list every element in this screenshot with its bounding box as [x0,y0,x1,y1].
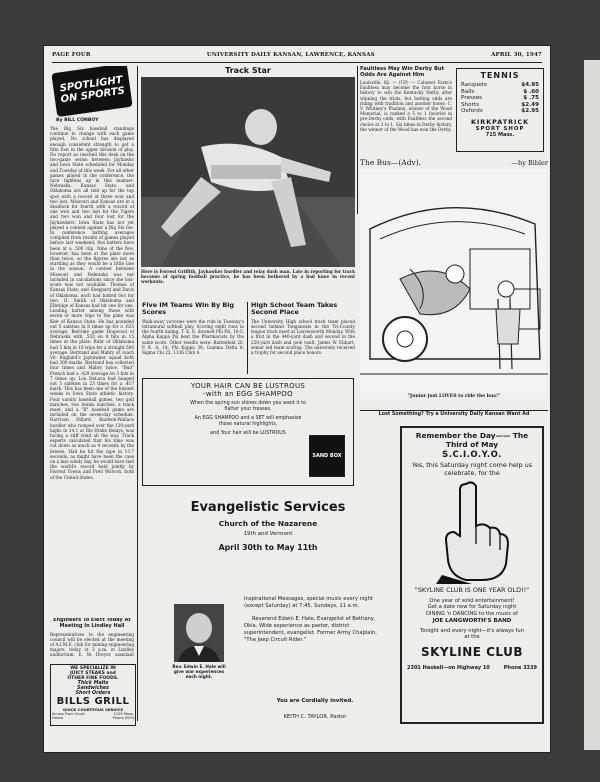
skyline-address: 2301 Haskell—on Highway 10 [407,664,490,671]
tennis-store-address: 715 Mass. [485,131,515,138]
bills-grill-name: BILLS GRILL [56,696,130,707]
track-star-photo [141,77,355,267]
engineers-body: Representatives to the engineering council will be elected at the meeting of A.I.M.E. club for mining engineering majors, today at 3 p.m. in Lindley auditorium. E. M. Dreyer, assistant [50,631,134,658]
item-name: Balls [461,88,475,95]
price-row [461,108,539,115]
bus-cartoon-drawing [360,169,548,393]
im-teams-story [142,302,244,374]
skyline-headline: Remember the Day—— The Third of May [415,431,529,449]
track-star-title: Track Star [225,66,271,75]
shampoo-headline-2: -with an EGG SHAMPOO [203,390,293,398]
shampoo-body-2: An EGG SHAMPOO and a SET will emphasize those natural highlights, [194,416,302,427]
price-row [461,89,539,96]
faultless-body: Louisville, Ky. — (UP) — Calumet Farm's Faultless may become the first horse in history to win the Kentucky Derby after winning the trials, but betting odds are riding with tradition and another horse. C. V. Whitney's Phalanx, winner of the Wood Memorial, is ranked a 5 to 1 favorite in pre-Derby odds, with Faultless the second choice at 2 to 1. Six times in Derby history, the winner of the Wood has won the Derby. [360,80,452,132]
skyline-line-2: Get a date now for Saturday night [427,604,517,611]
skyline-sub: S.C.I.O.Y.O. [442,450,502,461]
issue-date: APRIL 30, 1947 [491,52,542,58]
skyline-phone: Phone 3339 [503,664,537,671]
item-price: $2.49 [521,101,539,108]
column-rule [137,66,138,721]
engineers-headline: Engineers To Elect Today At Meeting In Lindley Hall [53,618,131,629]
item-price: $2.95 [521,108,539,115]
portrait-illustration [174,604,224,662]
spotlight-logo: SPOTLIGHT ON SPORTS [51,66,132,117]
evangelistic-location: 19th and Vermont [243,531,293,537]
evangelistic-dates: April 30th to May 11th [218,543,318,552]
bills-grill-line-4: Thick Malts [77,681,109,686]
skyline-line-3: DINING 'n DANCING to the music of [426,610,518,617]
bills-grill-address [52,712,134,720]
evangelistic-services-ad [142,492,394,726]
bus-illustration [360,169,548,393]
bus-cartoon [360,158,548,408]
egg-shampoo-ad [142,378,354,486]
evangelist-photo [174,604,224,662]
bus-cartoon-credit: —by Bibler [511,159,548,167]
shampoo-headline-1: YOUR HAIR CAN BE LUSTROUS [190,382,306,390]
bills-grill-line-2: JUICY STEAKS and [70,671,116,676]
item-price: $4.95 [521,82,539,88]
tennis-ad [456,68,544,152]
skyline-line-1: One year of solid entertainment! [429,597,515,604]
shampoo-body-3: and Your hair will be LUSTROUS [210,431,286,436]
tennis-title: TENNIS [480,71,520,80]
evangelistic-church: Church of the Nazarene [218,519,318,528]
skyline-body: Yes, this Saturday night come help us celebrate, for the [411,461,533,477]
spotlight-byline: By BILL CONBOY [56,118,99,123]
tennis-store-name: KIRKPATRICK [470,117,530,126]
item-price: $ .60 [523,88,539,95]
evangelistic-body-2: Reverend Edwin E. Hale, Evangelist of Bethany, Okla. Wide experience as pastor, district superintendent, evangelist. Former Army Chaplain, "The Jeep Circuit Rider." [244,616,377,643]
spotlight-column [50,66,134,614]
item-name: Racquets [461,82,487,88]
track-star-feature [141,66,355,298]
engineers-story [50,618,134,658]
column-rule [247,302,248,374]
item-price: $ .75 [523,95,539,102]
im-teams-headline: Five IM Teams Win By Big Scores [142,302,234,317]
im-teams-body: Walk-away victories were the rule in Tuesday's intramural softball play. Scoring eight runs in the fourth inning, T. K. E. downed Phi Psi, 18-5. Alpha Kappa Psi beat the Pharmacists by the same score. Other results were: Battenfeld 26, P. K. A. 14; Phi Kappa 36, Gamma Delta 8; Sigma Chi 22, 1136 Club 4. [142,318,244,356]
high-school-story [251,302,355,374]
evangelistic-body: Inspirational Messages, special music every night (except Saturday) at 7:45. Sundays, 11 a.m. [244,596,373,609]
skyline-tagline: "SKYLINE CLUB IS ONE YEAR OLD!!" [414,586,530,595]
shampoo-can-illustration [309,435,345,477]
bills-grill-line-1: WE SPECIALIZE IN [70,666,116,671]
section-rule [360,410,548,411]
skyline-band: JOE LANGWORTH'S BAND [432,617,512,624]
column-rule [357,66,358,214]
bills-grill-line-5: Sandwiches [77,686,109,691]
bills-grill-address-right: 1109 Mass. Phone 2054 [112,712,134,720]
item-name: Oxfords [461,108,483,115]
newspaper-page [44,46,550,752]
price-row [461,102,539,109]
want-ad-promo: Lost Something? Try a University Daily Kansan Want Ad [378,412,530,417]
bills-grill-address-left: Across From Court House [52,712,85,720]
skyline-club-ad [400,426,544,724]
evangelistic-invite: You are Cordially invited. [276,698,354,704]
item-name: Shorts [461,101,479,108]
skyline-name: SKYLINE CLUB [420,644,524,659]
bills-grill-tagline: QUICK COURTEOUS SERVICE [62,707,124,712]
page-header [52,52,542,63]
bills-grill-line-6: Short Orders [75,691,111,696]
high-school-body: The University High school track team placed second behind Tonganoxie in the Tri-County league track meet at Leavenworth Monday. With a first in the 440-yard dash and second in the 220-yard dash and pole vault, James W. Ebbart, senior led team scoring. The university received a trophy for second place honors. [251,318,355,356]
bus-cartoon-caption: "Junior just LOVES to ride the bus!" [407,394,501,399]
runner-photo-illustration [141,77,355,267]
price-row [461,95,539,102]
pointing-hand-illustration [407,477,537,587]
bills-grill-ad [50,664,136,726]
spotlight-body: The Big Six baseball standings continue to change with each game played. No school has displayed enough consistent strength to get a firm foot in the upper division of play. No report as reached this desk on the two-game series between Jayhawks and Iowa State scheduled for Monday and Tuesday of this week. For all other games played in the conference, the race tightens up in this manner: Nebraska, Kansas State, and Oklahoma are all tied up for the top spot with a record of three won and two lost. Missouri and Kansas are in a deadlock for fourth with a record of one won and two lost for the Tigers and two won and four lost for the Jayhawkers. Iowa State has not yet played a contest against a Big Six foe. In conference batting averages compiled from results of games played before last weekend, five batters have been at a .500 clip. Nine of the five, however, has been at the plate more than twice, so the figures are not as startling as they would be a little late in the season. A contest between Missouri and Nebraska was not included in calculations since the box-score was not available. Thomas of Kansas State, and Sheppard and Davis of Oklahoma, each had batted two for two. H. Smith of Oklahoma and Elbridge of Kansas had hit one for one. Leading batter among those with seven or more trips to the plate was Kier of Kansas State. He has pounded out 5 safeties in 8 times up for a .625 average. Red-line game Hogwood of Nebraska with .533 on 8 hits in 15 times at the plate. Ruhr of Oklahoma had 5 hits in 10 trips for a straight 500 average. Bertrand and Mabry of coach Vic Rugland's Jayhawker squad both had 300 marks. Bertrand has collected four times and Mabry twice. "Bud" French had a .429 average on 3 hits in 7 times up. Lou DeLuca had banged out 5 safeties in 23 times for a .417 mark. This has been one of the busiest weeks in Iowa State athletic history. Four varsity baseball games, two golf matches, two tennis matches, a track meet, and a "B" baseball game are included on the seven-day schedule. Harrison Dillard, Baldwin-Wallace hurdler who romped over the 120-yard highs in 14.1 at the Drake Relays, was facing a stiff wind all the way. Track experts calculated that his time was cut down as much as 4 seconds by the breeze. Had he hit the tape in 13.7 seconds, as might have been the case on a less windy day, he would have tied the world's record held jointly by Forrest Towns and Fred Wolcott, both of the United States. [50,126,134,480]
evangelist-photo-caption: Rev. Edwin E. Hale will give war experiences each night. [172,664,226,679]
tennis-store-sub: SPORT SHOP [475,125,525,132]
skyline-footer [407,665,537,671]
high-school-headline: High School Team Takes Second Place [251,302,338,317]
shampoo-body-1: When the spring sun shines down you want it to flatter your tresses. [190,401,306,412]
skyline-line-4: Tonight and every night—it's always fun at the [420,627,524,641]
pointing-hand-icon [432,480,512,584]
bus-cartoon-header [360,158,548,167]
adjacent-page-edge [584,60,600,750]
bills-grill-line-3: OTHER FINE FOODS. [67,676,119,681]
evangelistic-pastor: KEITH C. TAYLOR, Pastor [283,714,347,720]
shampoo-can-label: SAND BOX [312,453,342,459]
bus-cartoon-title: The Bus—(Adv). [360,158,422,167]
track-star-caption: Here is Forrest Griffith, Jayhawker hurdler and relay dash man. Late in reporting for track because of spring football practice, he has been bothered by a bad knee in recent workouts. [141,269,355,284]
evangelistic-title: Evangelistic Services [190,500,346,515]
item-name: Presses [461,95,483,102]
page-number: PAGE FOUR [52,52,91,58]
paper-masthead: UNIVERSITY DAILY KANSAN, LAWRENCE, KANSAS [206,52,375,58]
faultless-headline: Faultless May Win Derby But Odds Are Against Him [360,66,445,78]
price-row [461,82,539,89]
